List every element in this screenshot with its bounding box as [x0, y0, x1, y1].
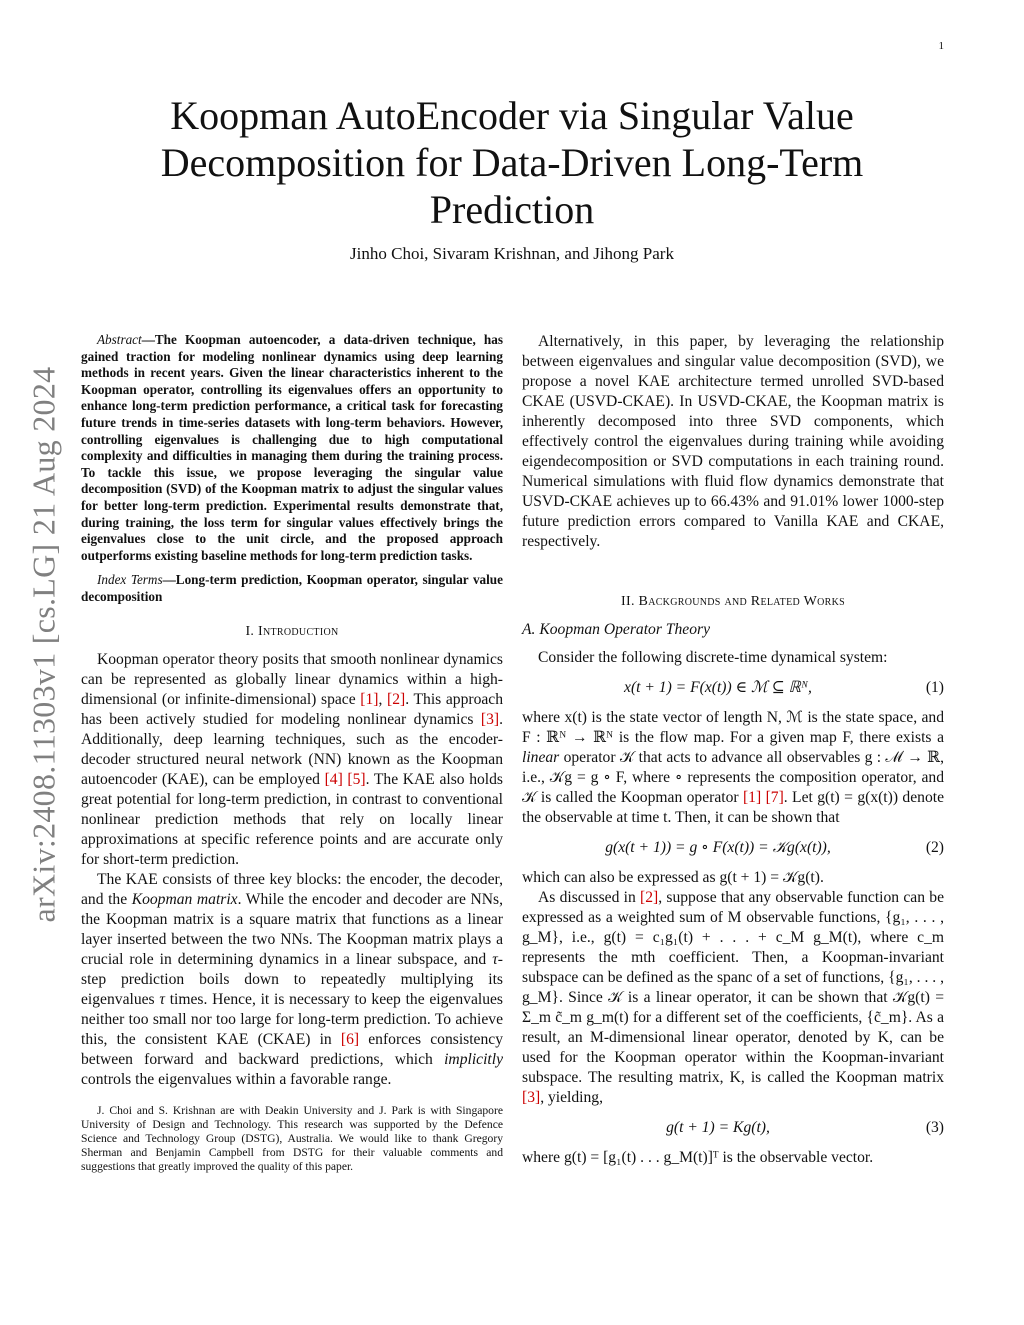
koopman-intro: Consider the following discrete-time dynamical system:	[538, 649, 888, 666]
right-paragraph-1: Alternatively, in this paper, by leveraging the relationship between eigenvalues and singular value decomposition (SVD), we propose a novel KAE architecture termed unrolled SVD-based CKAE (USVD-CKAE). In USVD-CKAE, the Koopman matrix is inherently decomposed into three SVD components, which effectively control the eigenvalues during training while avoiding eigendecomposition or SVD computations in each training round. Numerical simulations with fluid flow dynamics demonstrate that USVD-CKAE achieves up to 66.43% and 91.01% lower 1000-step future prediction errors compared to Vanilla KAE and CKAE, respectively.	[522, 333, 944, 550]
text-run: enforces consistency between forward and backward predictions, which	[81, 1030, 503, 1068]
text-run: ,	[378, 690, 388, 708]
text-run: Koopman operator theory posits that smooth nonlinear dynamics can be represented as globally linear dynamics within a high-dimensional (or infinite-dimensional) space	[81, 650, 503, 708]
citation-link[interactable]: [5]	[347, 770, 366, 788]
title-line-2: Decomposition for Data-Driven Long-Term	[160, 140, 864, 185]
emphasis: Koopman matrix	[131, 890, 238, 908]
equation-1-number: (1)	[925, 679, 944, 696]
citation-link[interactable]: [2]	[640, 889, 659, 906]
section-heading-background: II. Backgrounds and Related Works	[621, 594, 845, 609]
equation-2-number: (2)	[925, 839, 944, 856]
koopman-after-eq2: which can also be expressed as g(t + 1) = 𝒦g(t).	[522, 869, 824, 886]
subsection-heading-koopman: A. Koopman Operator Theory	[522, 621, 710, 638]
title-line-1: Koopman AutoEncoder via Singular Value	[170, 93, 854, 138]
text-run: As discussed in	[538, 889, 641, 906]
intro-paragraph-1	[81, 650, 503, 870]
text-run: . Additionally, deep learning techniques, such as the encoder-decoder structured neural network (NN) known as the Koopman autoencoder (KAE), can be employed	[81, 710, 503, 788]
text-run: . This approach has been actively studied for modeling nonlinear dynamics	[81, 690, 504, 728]
citation-link[interactable]: [3]	[480, 710, 500, 728]
index-terms-dash: —	[162, 572, 176, 588]
equation-2	[522, 838, 944, 858]
index-terms	[81, 572, 503, 605]
citation-link[interactable]: [7]	[765, 789, 784, 806]
equation-3-body: g(t + 1) = Kg(t),	[666, 1119, 770, 1136]
text-run: . While the encoder and decoder are NNs, the Koopman matrix is a square matrix that functions as a linear layer inserted between the two NNs. The Koopman matrix plays a crucial role in determining dynamics in a linear subspace, and	[81, 890, 503, 968]
koopman-final: where g(t) = [g₁(t) . . . g_M(t)]ᵀ is the observable vector.	[522, 1149, 874, 1166]
emphasis: linear	[522, 749, 560, 766]
citation-link[interactable]: [3]	[522, 1089, 541, 1106]
text-run: where x(t) is the state vector of length N, ℳ is the state space, and F : ℝᴺ → ℝᴺ is the flow map. For a given map F, there exists a	[522, 709, 944, 746]
index-terms-text: Long-term prediction, Koopman operator, singular value decomposition	[81, 572, 503, 604]
intro-paragraph-2	[81, 870, 503, 1090]
equation-1-body: x(t + 1) = F(x(t)) ∈ ℳ ⊆ ℝᴺ,	[624, 679, 812, 696]
text-run: . Let g(t) = g(x(t)) denote the observable at time t. Then, it can be shown that	[522, 789, 944, 826]
equation-2-body: g(x(t + 1)) = g ∘ F(x(t)) = 𝒦g(x(t)),	[605, 839, 831, 856]
citation-link[interactable]: [4]	[324, 770, 343, 788]
title-line-3: Prediction	[429, 187, 595, 232]
footnote: J. Choi and S. Krishnan are with Deakin University and J. Park is with Singapore University of Design and Technology. This research was supported by the Defence Science and Technology Group (DSTG), Australia. We would like to thank Gregory Sherman and Benjamin Campbell from DSTG for their valuable comments and suggestions that greatly improved the quality of this paper.	[81, 1103, 503, 1174]
page-number: 1	[938, 40, 944, 52]
citation-link[interactable]: [1]	[360, 690, 379, 708]
text-run: -step prediction boils down to repeatedly multiplying its eigenvalues	[81, 950, 503, 1008]
text-run: The KAE consists of three key blocks: the encoder, the decoder, and the	[81, 870, 503, 908]
abstract-dash: —	[141, 332, 155, 347]
text-run: . The KAE also holds great potential for long-term prediction, in contrast to conventional nonlinear prediction methods that rely on locally linear approximations at specific reference points and are accurate only for short-term prediction.	[81, 770, 503, 868]
text-run: controls the eigenvalues within a favorable range.	[81, 1070, 392, 1088]
equation-3	[522, 1118, 944, 1138]
text-run: , suppose that any observable function can be expressed as a weighted sum of M observable functions, {g₁, . . . , g_M}, i.e., g(t) = c₁g₁(t) + . . . + c_M g_M(t), where c_m represents the mth coefficient. Then, a Koopman-invariant subspace can be defined as the spanc of a set of functions, {g₁, . . . , g_M}. Since 𝒦 is a linear operator, it can be shown that 𝒦g(t) = Σ_m c̃_m g_m(t) for a different set of the coefficients, {c̃_m}. As a result, an M-dimensional linear operator, denoted by K, can be used for the Koopman operator within the Koopman-invariant subspace. The resulting matrix, K, is called the Koopman matrix	[522, 889, 944, 1086]
index-terms-label: Index Terms	[97, 572, 163, 588]
math-symbol: τ	[492, 950, 498, 968]
abstract	[81, 332, 503, 564]
section-heading-introduction: I. Introduction	[245, 623, 339, 639]
author-list: Jinho Choi, Sivaram Krishnan, and Jihong Park	[350, 244, 674, 263]
paper-title	[100, 92, 924, 233]
text-run: operator 𝒦 that acts to advance all observables g : ℳ → ℝ, i.e., 𝒦g = g ∘ F, where ∘ represents the composition operator, and 𝒦 is called the Koopman operator	[522, 749, 944, 806]
text-run: , yielding,	[540, 1089, 603, 1106]
equation-3-number: (3)	[925, 1119, 944, 1136]
abstract-label: Abstract	[97, 332, 142, 347]
citation-link[interactable]: [2]	[387, 690, 406, 708]
arxiv-stamp	[14, 348, 74, 940]
math-symbol: τ	[159, 990, 165, 1008]
emphasis: implicitly	[444, 1050, 503, 1068]
citation-link[interactable]: [1]	[742, 789, 762, 806]
arxiv-id: arXiv:2408.11303v1 [cs.LG] 21 Aug 2024	[25, 366, 62, 922]
left-column	[81, 332, 503, 1175]
right-column	[522, 332, 944, 1168]
koopman-paragraph-1	[522, 708, 944, 828]
text-run: times. Hence, it is necessary to keep the eigenvalues neither too small nor too large for long-term prediction. To achieve this, the consistent KAE (CKAE) in	[81, 990, 503, 1048]
equation-1	[522, 678, 944, 698]
citation-link[interactable]: [6]	[340, 1030, 360, 1048]
abstract-text: The Koopman autoencoder, a data-driven technique, has gained traction for modeling nonlinear dynamics using deep learning methods in recent years. Given the linear characteristics inherent to the Koopman operator, controlling its eigenvalues offers an opportunity to enhance long-term prediction performance, a critical task for forecasting future trends in time-series datasets with long-term behaviors. However, controlling eigenvalues is challenging due to high computational complexity and difficulties in managing them during the training process. To tackle this issue, we propose leveraging the singular value decomposition (SVD) of the Koopman matrix to adjust the singular values for better long-term prediction. Experimental results demonstrate that, during training, the loss term for singular values effectively brings the eigenvalues close to the unit circle, and the proposed approach outperforms existing baseline methods for long-term prediction tasks.	[81, 332, 503, 563]
koopman-paragraph-2	[522, 888, 944, 1108]
